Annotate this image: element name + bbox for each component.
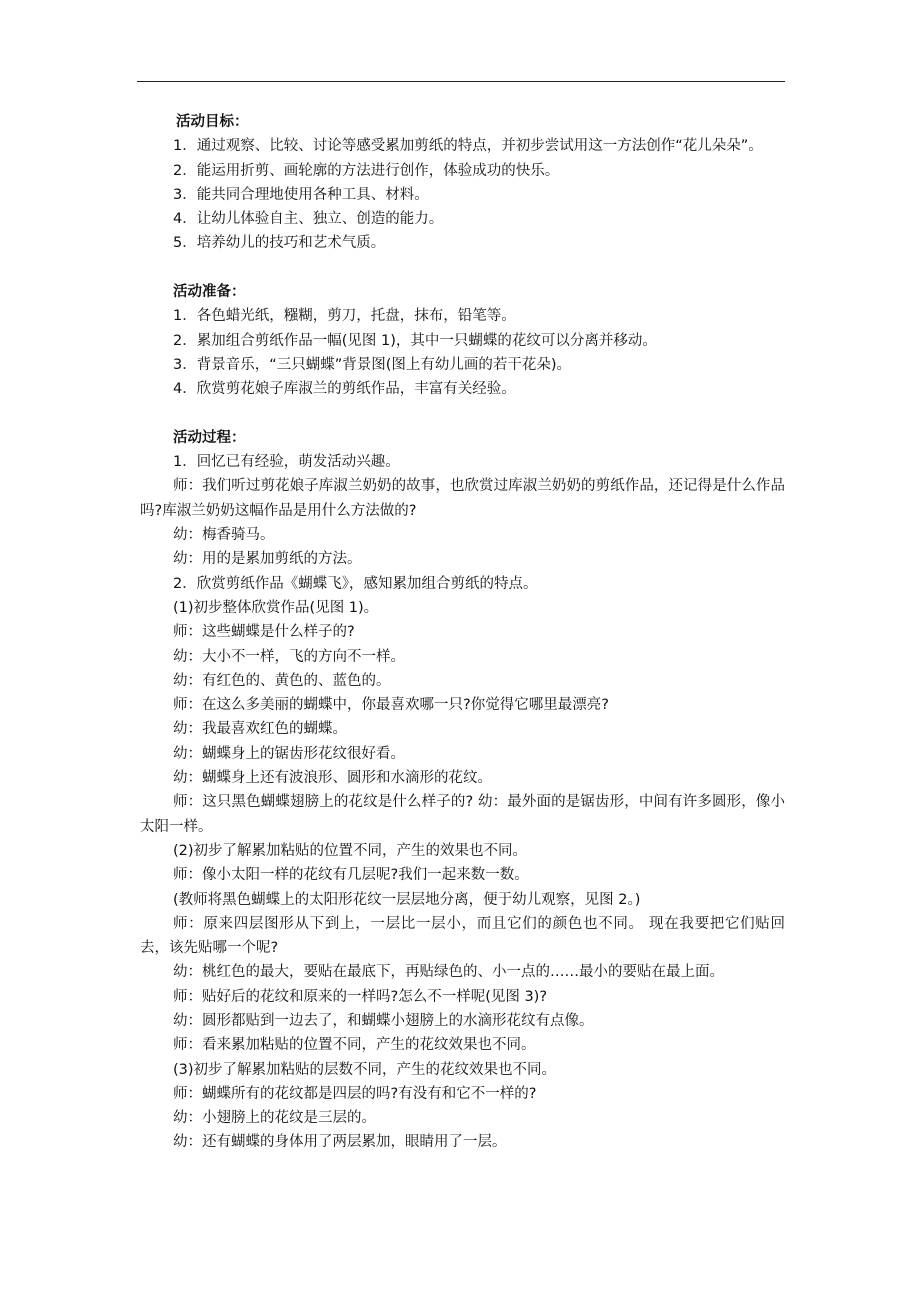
preparation-item: 2．累加组合剪纸作品一幅(见图 1)，其中一只蝴蝶的花纹可以分离并移动。 [173, 332, 657, 349]
process-line: 幼：用的是累加剪纸的方法。 [173, 551, 362, 568]
process-line: 幼：圆形都贴到一边去了，和蝴蝶小翅膀上的水滴形花纹有点像。 [173, 1012, 594, 1029]
process-line: 幼：蝴蝶身上还有波浪形、圆形和水滴形的花纹。 [173, 770, 492, 787]
process-line: 师：我们听过剪花娘子库淑兰奶奶的故事，也欣赏过库淑兰奶奶的剪纸作品，还记得是什么作品吗?库淑兰奶奶这幅作品是用什么方法做的? [140, 478, 785, 519]
process-line: 师：看来累加粘贴的位置不同，产生的花纹效果也不同。 [173, 1037, 536, 1054]
process-line: 师：原来四层图形从下到上，一层比一层小，而且它们的颜色也不同。 现在我要把它们贴回去，该先贴哪一个呢? [140, 915, 785, 957]
process-line: 幼：小翅膀上的花纹是三层的。 [173, 1110, 376, 1127]
process-line: 幼：梅香骑马。 [173, 527, 275, 544]
goal-item: 2．能运用折剪、画轮廓的方法进行创作，体验成功的快乐。 [173, 162, 560, 179]
process-line: 幼：大小不一样，飞的方向不一样。 [173, 648, 405, 665]
section-title-process: 活动过程： [173, 429, 246, 446]
goal-item: 4．让幼儿体验自主、独立、创造的能力。 [173, 211, 444, 228]
process-line: 幼：还有蝴蝶的身体用了两层累加，眼睛用了一层。 [173, 1134, 507, 1151]
process-line: 师：像小太阳一样的花纹有几层呢?我们一起来数一数。 [173, 867, 529, 884]
section-title-preparation: 活动准备： [173, 284, 246, 301]
process-line: 师：贴好后的花纹和原来的一样吗?怎么不一样呢(见图 3)? [173, 988, 548, 1005]
process-line: 幼：蝴蝶身上的锯齿形花纹很好看。 [173, 745, 405, 762]
document-body [140, 110, 785, 1155]
process-line: 师：这些蝴蝶是什么样子的? [173, 624, 355, 641]
preparation-item: 1．各色蜡光纸，糨糊，剪刀，托盘，抹布，铅笔等。 [173, 308, 516, 325]
process-line: 师：在这么多美丽的蝴蝶中，你最喜欢哪一只?你觉得它哪里最漂亮? [173, 697, 609, 714]
section-preparation [140, 280, 785, 401]
process-line: 1．回忆已有经验，萌发活动兴趣。 [173, 454, 400, 471]
process-line: (1)初步整体欣赏作品(见图 1)。 [173, 599, 379, 616]
process-line: (教师将黑色蝴蝶上的太阳形花纹一层层地分离，便于幼儿观察，见图 2。) [173, 891, 641, 908]
process-line: 师：蝴蝶所有的花纹都是四层的吗?有没有和它不一样的? [173, 1085, 537, 1102]
process-line: 2．欣赏剪纸作品《蝴蝶飞》，感知累加组合剪纸的特点。 [173, 575, 538, 592]
section-gap [140, 256, 785, 280]
goal-item: 1．通过观察、比较、讨论等感受累加剪纸的特点，并初步尝试用这一方法创作“花儿朵朵”。 [173, 138, 763, 155]
preparation-item: 4．欣赏剪花娘子库淑兰的剪纸作品，丰富有关经验。 [173, 381, 516, 398]
process-line: 幼：我最喜欢红色的蝴蝶。 [173, 721, 347, 738]
section-gap [140, 402, 785, 426]
preparation-item: 3．背景音乐，“三只蝴蝶”背景图(图上有幼儿画的若干花朵)。 [173, 356, 572, 373]
goal-item: 5．培养幼儿的技巧和艺术气质。 [173, 235, 386, 252]
process-line: 幼：有红色的、黄色的、蓝色的。 [173, 672, 391, 689]
process-line: 幼：桃红色的最大，要贴在最底下，再贴绿色的、小一点的……最小的要贴在最上面。 [173, 964, 724, 981]
process-line: (2)初步了解累加粘贴的位置不同，产生的效果也不同。 [173, 842, 528, 859]
process-line: 师：这只黑色蝴蝶翅膀上的花纹是什么样子的? 幼：最外面的是锯齿形，中间有许多圆形，像小太阳一样。 [140, 794, 785, 835]
section-goals [140, 110, 785, 256]
goal-item: 3．能共同合理地使用各种工具、材料。 [173, 186, 429, 203]
section-process [140, 426, 785, 1155]
section-title-goals: 活动目标： [176, 114, 249, 130]
process-line: (3)初步了解累加粘贴的层数不同，产生的花纹效果也不同。 [173, 1061, 557, 1078]
header-rule [137, 81, 785, 82]
